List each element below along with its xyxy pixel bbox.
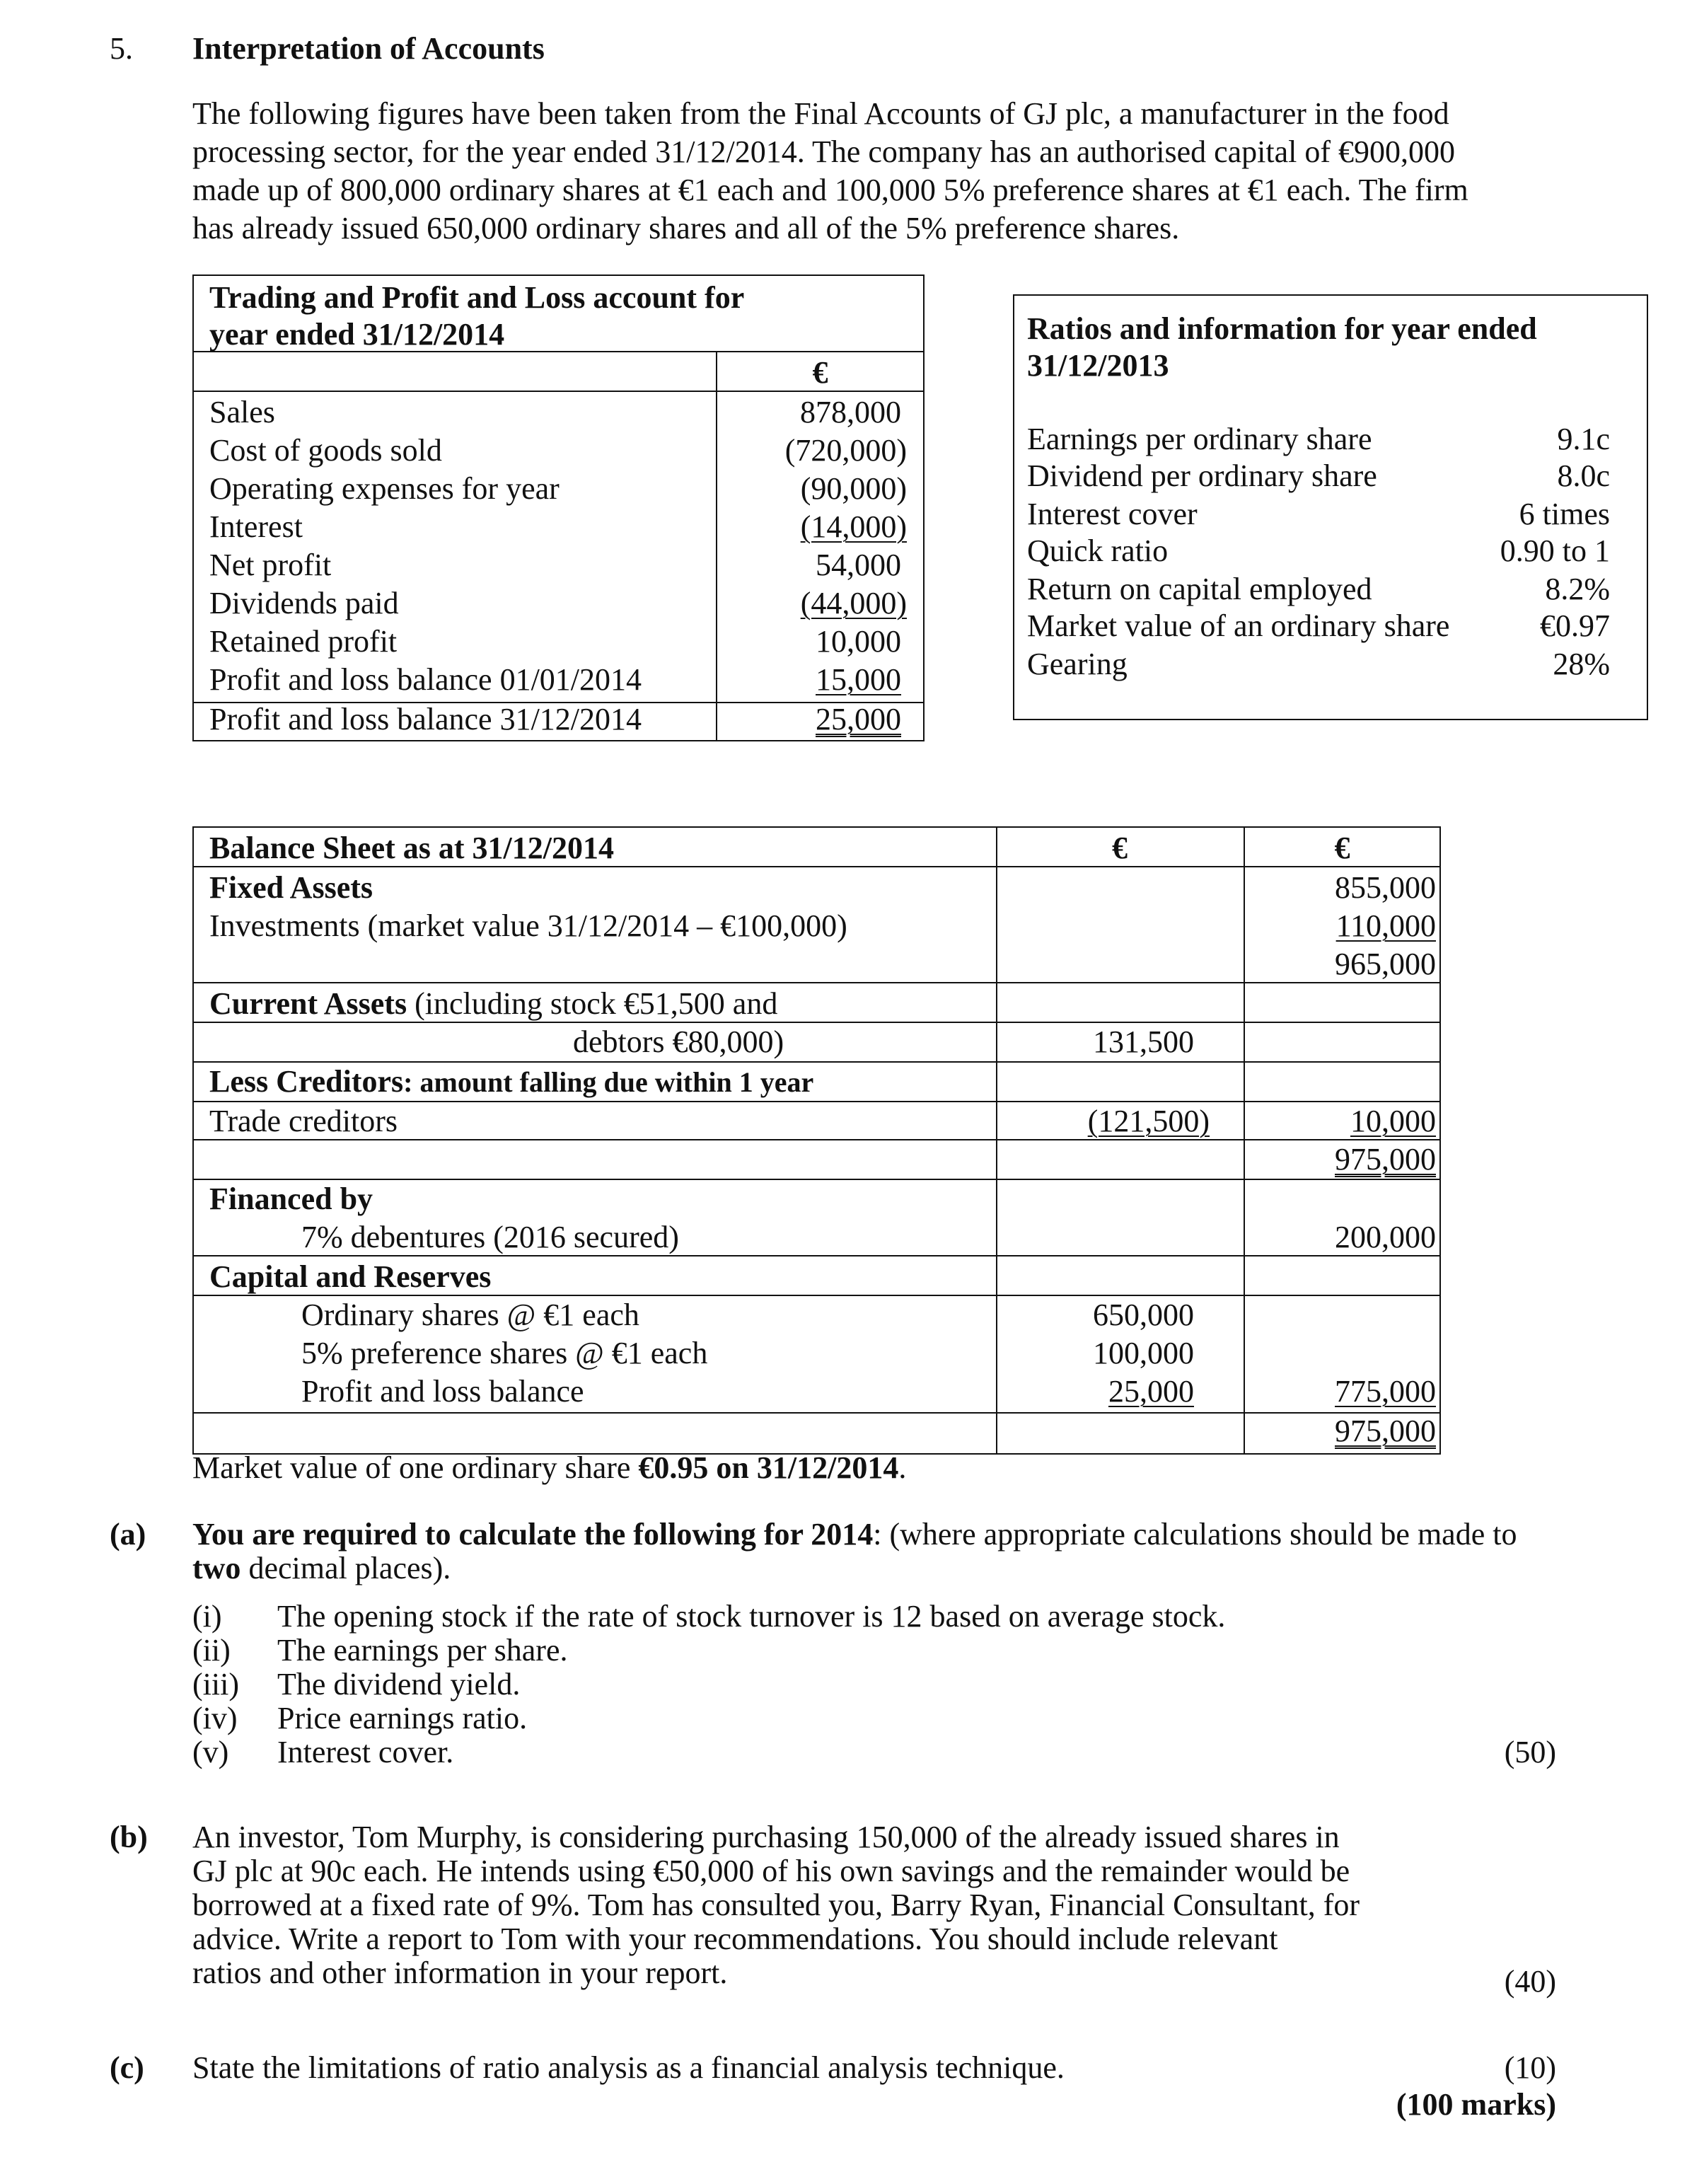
market-value-prefix: Market value of one ordinary share [192, 1450, 639, 1485]
fixed-total-value: 965,000 [1335, 947, 1436, 981]
part-b-line: ratios and other information in your report. [192, 1955, 728, 1990]
part-a-item-num: (ii) [192, 1633, 231, 1668]
trading-row-label: Interest [209, 509, 303, 544]
ratio-value: 6 times [1519, 497, 1610, 531]
part-a-item-text: The opening stock if the rate of stock turnover is 12 based on average stock. [277, 1599, 1226, 1634]
financed-by-heading: Financed by [209, 1181, 373, 1216]
working-capital-value: 10,000 [1350, 1104, 1436, 1138]
trading-currency-header: € [812, 355, 828, 390]
current-assets-detail2: debtors €80,000) [573, 1024, 784, 1059]
ratio-value: €0.97 [1540, 608, 1610, 643]
ratio-value: 8.2% [1545, 572, 1610, 606]
grand-total-value: 975,000 [1335, 1414, 1436, 1448]
trading-row-label: Operating expenses for year [209, 471, 560, 506]
part-a-line2-rest: decimal places). [241, 1551, 451, 1585]
ratio-value: 9.1c [1557, 422, 1610, 456]
ratio-label: Dividend per ordinary share [1027, 458, 1377, 493]
current-assets-value: 131,500 [1093, 1024, 1194, 1059]
part-b-line: An investor, Tom Murphy, is considering purchasing 150,000 of the already issued shares in [192, 1820, 1340, 1854]
trading-row-label: Dividends paid [209, 586, 399, 620]
current-assets-line [209, 985, 777, 1023]
market-value-bold: €0.95 on 31/12/2014 [638, 1450, 899, 1485]
question-title: Interpretation of Accounts [192, 31, 545, 66]
part-b-line: advice. Write a report to Tom with your recommendations. You should include relevant [192, 1922, 1278, 1956]
part-a-line1-rest: : (where appropriate calculations should be made to [873, 1517, 1517, 1552]
net-total-value: 975,000 [1335, 1142, 1436, 1177]
part-a-item-num: (i) [192, 1599, 222, 1634]
trade-creditors-value: (121,500) [1087, 1104, 1210, 1138]
ratio-label: Interest cover [1027, 497, 1198, 531]
trading-row-value: (720,000) [784, 433, 907, 468]
preference-shares-label: 5% preference shares @ €1 each [301, 1336, 708, 1370]
less-creditors-line [209, 1063, 813, 1102]
capital-reserves-heading: Capital and Reserves [209, 1259, 492, 1294]
ratio-value: 28% [1553, 647, 1610, 681]
less-creditors-detail: : amount falling due within 1 year [403, 1066, 814, 1098]
trading-title-line2: year ended 31/12/2014 [209, 317, 505, 352]
ordinary-shares-label: Ordinary shares @ €1 each [301, 1298, 639, 1332]
preference-shares-value: 100,000 [1093, 1336, 1194, 1370]
ratios-title-line2: 31/12/2013 [1027, 348, 1169, 383]
trading-row-value: 15,000 [816, 662, 901, 697]
trading-row-label: Sales [209, 395, 275, 429]
part-a-item-num: (iii) [192, 1667, 239, 1701]
ratios-title-line1: Ratios and information for year ended [1027, 311, 1537, 346]
part-a-item-num: (iv) [192, 1701, 238, 1735]
ratio-label: Market value of an ordinary share [1027, 608, 1450, 643]
balance-currency-col2: € [1334, 831, 1350, 865]
trade-creditors-label: Trade creditors [209, 1104, 398, 1138]
intro-paragraph [192, 95, 1664, 248]
part-c-label: (c) [110, 2050, 144, 2085]
balance-currency-col1: € [1112, 831, 1128, 865]
part-a-line2-bold: two [192, 1551, 241, 1585]
intro-line: has already issued 650,000 ordinary shares and all of the 5% preference shares. [192, 211, 1180, 245]
balance-sheet-title: Balance Sheet as at 31/12/2014 [209, 831, 614, 865]
part-b-line: GJ plc at 90c each. He intends using €50,000 of his own savings and the remainder would be [192, 1854, 1350, 1888]
trading-row-label: Net profit [209, 548, 332, 582]
trading-row-label: Retained profit [209, 624, 398, 659]
part-b-label: (b) [110, 1820, 148, 1854]
market-value-note [192, 1449, 906, 1487]
trading-row-label: Profit and loss balance 01/01/2014 [209, 662, 642, 697]
question-number: 5. [110, 31, 133, 66]
current-assets-heading: Current Assets [209, 986, 407, 1021]
investments-value: 110,000 [1335, 908, 1436, 943]
capital-total-value: 775,000 [1335, 1374, 1436, 1409]
part-b-marks: (40) [1504, 1964, 1556, 1999]
part-a-item-text: The earnings per share. [277, 1633, 568, 1668]
ratio-label: Quick ratio [1027, 533, 1169, 568]
ratio-label: Earnings per ordinary share [1027, 422, 1372, 456]
part-c-marks: (10) [1504, 2050, 1556, 2085]
ratio-label: Gearing [1027, 647, 1128, 681]
intro-line: processing sector, for the year ended 31/12/2014. The company has an authorised capital of €900,000 [192, 134, 1456, 169]
total-marks: (100 marks) [1396, 2087, 1556, 2122]
trading-row-value: (44,000) [800, 586, 907, 620]
pl-balance-value: 25,000 [1108, 1374, 1194, 1409]
trading-row-value: 878,000 [800, 395, 901, 429]
ratio-value: 0.90 to 1 [1500, 533, 1610, 568]
trading-row-value: (90,000) [800, 471, 907, 506]
part-c-text: State the limitations of ratio analysis as a financial analysis technique. [192, 2050, 1065, 2085]
debentures-value: 200,000 [1335, 1220, 1436, 1254]
part-a-line1-bold: You are required to calculate the following for 2014 [192, 1517, 874, 1552]
ratio-value: 8.0c [1557, 458, 1610, 493]
ordinary-shares-value: 650,000 [1093, 1298, 1194, 1332]
part-a-item-text: Interest cover. [277, 1735, 454, 1769]
market-value-suffix: . [898, 1450, 907, 1485]
trading-row-value: 25,000 [816, 702, 901, 736]
trading-row-value: (14,000) [800, 509, 907, 544]
trading-row-label: Profit and loss balance 31/12/2014 [209, 702, 642, 736]
part-a-item-text: The dividend yield. [277, 1667, 521, 1701]
trading-row-value: 10,000 [816, 624, 901, 659]
trading-title-line1: Trading and Profit and Loss account for [209, 280, 745, 315]
part-a-label: (a) [110, 1517, 146, 1552]
less-creditors-heading: Less Creditors [209, 1064, 404, 1099]
part-a-item-text: Price earnings ratio. [277, 1701, 528, 1735]
fixed-assets-value: 855,000 [1335, 870, 1436, 905]
debentures-label: 7% debentures (2016 secured) [301, 1220, 679, 1254]
ratio-label: Return on capital employed [1027, 572, 1372, 606]
part-a-item-num: (v) [192, 1735, 229, 1769]
intro-line: The following figures have been taken from the Final Accounts of GJ plc, a manufacturer in the food [192, 96, 1449, 131]
fixed-assets-heading: Fixed Assets [209, 870, 373, 905]
part-a-line1 [192, 1515, 1517, 1554]
trading-row-value: 54,000 [816, 548, 901, 582]
current-assets-detail: (including stock €51,500 and [407, 986, 778, 1021]
investments-label: Investments (market value 31/12/2014 – €100,000) [209, 908, 847, 943]
part-b-line: borrowed at a fixed rate of 9%. Tom has consulted you, Barry Ryan, Financial Consultant, for [192, 1888, 1360, 1922]
part-a-marks: (50) [1504, 1735, 1556, 1769]
pl-balance-label: Profit and loss balance [301, 1374, 584, 1409]
intro-line: made up of 800,000 ordinary shares at €1 each and 100,000 5% preference shares at €1 each. The firm [192, 173, 1468, 207]
part-a-line2 [192, 1549, 451, 1588]
trading-row-label: Cost of goods sold [209, 433, 442, 468]
